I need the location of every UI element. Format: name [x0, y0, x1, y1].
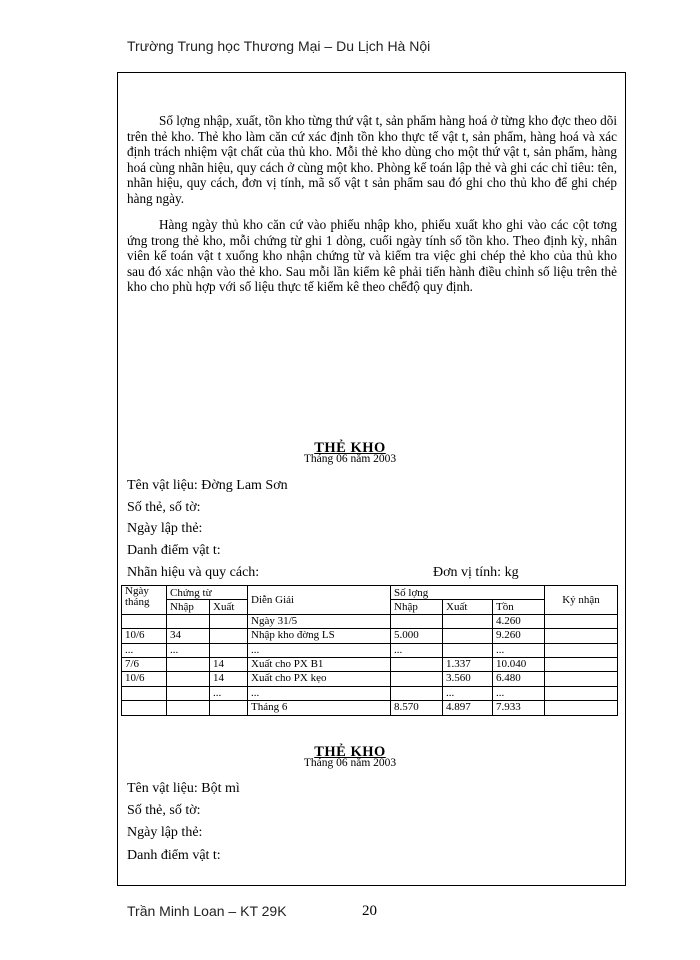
- header-doc-out: Xuất: [210, 600, 248, 614]
- card1-subtitle: Tháng 06 năm 2003: [303, 453, 397, 465]
- cell-doc-in: [167, 657, 210, 671]
- card1-brand-spec: Nhãn hiệu và quy cách:: [127, 565, 260, 580]
- cell-date: ...: [122, 643, 167, 657]
- card2-card-number: Số thẻ, số tờ:: [127, 803, 201, 818]
- cell-doc-out: 14: [210, 672, 248, 686]
- cell-qty-in: [391, 686, 443, 700]
- cell-doc-out: ...: [210, 686, 248, 700]
- cell-qty-balance: 4.260: [493, 614, 545, 628]
- cell-date: [122, 686, 167, 700]
- cell-qty-in: [391, 672, 443, 686]
- cell-qty-in: 8.570: [391, 701, 443, 715]
- cell-doc-out: [210, 643, 248, 657]
- table-header-row: [122, 586, 618, 600]
- page-header: Trường Trung học Thương Mại – Du Lịch Hà Nội: [127, 38, 431, 54]
- cell-doc-out: [210, 701, 248, 715]
- cell-date: 10/6: [122, 629, 167, 643]
- cell-signature: [545, 629, 618, 643]
- header-quantity: Số lợng: [391, 586, 545, 600]
- cell-qty-out: 1.337: [443, 657, 493, 671]
- paragraph-2: Hàng ngày thủ kho căn cứ vào phiếu nhập kho, phiếu xuất kho ghi vào các cột tơng ứng trong thẻ kho, mỗi chứng từ ghi 1 dòng, cuối ngày tính số tồn kho. Theo định kỳ, nhân viên kế toán vật t xuống kho nhận chứng từ và kiểm tra việc ghi chép thẻ kho của thủ kho sau đó xác nhận vào thẻ kho. Sau mỗi lần kiểm kê phải tiến hành điều chỉnh số liệu trên thẻ kho cho phù hợp với số liệu thực tế kiểm kê theo chếđộ quy định.: [127, 217, 617, 295]
- header-doc-in: Nhập: [167, 600, 210, 614]
- cell-doc-in: [167, 686, 210, 700]
- cell-doc-out: [210, 614, 248, 628]
- cell-qty-balance: ...: [493, 643, 545, 657]
- cell-signature: [545, 672, 618, 686]
- header-document: Chứng từ: [167, 586, 248, 600]
- cell-doc-in: [167, 614, 210, 628]
- cell-doc-in: [167, 672, 210, 686]
- cell-description: Nhập kho đờng LS: [248, 629, 391, 643]
- table-row: [122, 614, 618, 628]
- cell-qty-out: [443, 614, 493, 628]
- card1-unit: Đơn vị tính: kg: [433, 565, 519, 580]
- card2-date-created: Ngày lập thẻ:: [127, 825, 203, 840]
- cell-qty-out: 4.897: [443, 701, 493, 715]
- cell-qty-in: 5.000: [391, 629, 443, 643]
- cell-date: 7/6: [122, 657, 167, 671]
- cell-qty-out: ...: [443, 686, 493, 700]
- stock-card-table: [121, 585, 618, 716]
- cell-date: 10/6: [122, 672, 167, 686]
- table-row: [122, 672, 618, 686]
- cell-doc-in: [167, 701, 210, 715]
- header-qty-out: Xuất: [443, 600, 493, 614]
- table-row: [122, 657, 618, 671]
- card1-date-created: Ngày lập thẻ:: [127, 521, 203, 536]
- cell-description: Ngày 31/5: [248, 614, 391, 628]
- cell-date: [122, 701, 167, 715]
- cell-date: [122, 614, 167, 628]
- header-date: Ngày tháng: [122, 586, 167, 615]
- cell-signature: [545, 657, 618, 671]
- cell-qty-in: [391, 614, 443, 628]
- card2-subtitle: Tháng 06 năm 2003: [303, 757, 397, 769]
- cell-doc-in: 34: [167, 629, 210, 643]
- cell-description: Tháng 6: [248, 701, 391, 715]
- cell-qty-in: ...: [391, 643, 443, 657]
- cell-qty-balance: 9.260: [493, 629, 545, 643]
- cell-signature: [545, 686, 618, 700]
- card1-material-name: Tên vật liệu: Đờng Lam Sơn: [127, 478, 288, 493]
- footer-author: Trần Minh Loan – KT 29K: [127, 903, 287, 919]
- cell-doc-out: 14: [210, 657, 248, 671]
- table-row: [122, 629, 618, 643]
- header-qty-balance: Tồn: [493, 600, 545, 614]
- cell-signature: [545, 701, 618, 715]
- cell-doc-out: [210, 629, 248, 643]
- cell-description: Xuất cho PX B1: [248, 657, 391, 671]
- table-row: [122, 701, 618, 715]
- card2-material-name: Tên vật liệu: Bột mì: [127, 781, 240, 796]
- card1-card-number: Số thẻ, số tờ:: [127, 500, 201, 515]
- cell-signature: [545, 614, 618, 628]
- page-number: 20: [362, 903, 377, 919]
- table-row: [122, 686, 618, 700]
- cell-description: ...: [248, 643, 391, 657]
- card2-title: THẺ KHO: [314, 744, 386, 760]
- cell-qty-balance: 7.933: [493, 701, 545, 715]
- cell-qty-out: 3.560: [443, 672, 493, 686]
- cell-doc-in: ...: [167, 643, 210, 657]
- card1-item-code: Danh điểm vật t:: [127, 543, 221, 558]
- cell-description: ...: [248, 686, 391, 700]
- paragraph-1: Số lợng nhập, xuất, tồn kho từng thứ vật t, sản phẩm hàng hoá ở từng kho đợc theo dõi trên thẻ kho. Thẻ kho làm căn cứ xác định tồn kho thực tế vật t, sản phẩm, hàng hoá và xác định trách nhiệm vật chất của thủ kho. Mỗi thẻ kho dùng cho một thứ vật t, sản phẩm, hàng hoá cùng nhãn hiệu, quy cách ở cùng một kho. Phòng kế toán lập thẻ và ghi các chỉ tiêu: tên, nhãn hiệu, quy cách, đơn vị tính, mã số vật t sản phẩm sau đó ghi cho thủ kho để ghi chép hàng ngày.: [127, 113, 617, 206]
- cell-signature: [545, 643, 618, 657]
- cell-qty-balance: ...: [493, 686, 545, 700]
- card2-item-code: Danh điểm vật t:: [127, 848, 221, 863]
- cell-qty-in: [391, 657, 443, 671]
- header-description: Diễn Giải: [248, 586, 391, 615]
- cell-description: Xuất cho PX kẹo: [248, 672, 391, 686]
- header-signature: Ký nhận: [545, 586, 618, 615]
- table-row: [122, 643, 618, 657]
- cell-qty-out: [443, 643, 493, 657]
- cell-qty-balance: 6.480: [493, 672, 545, 686]
- card1-title: THẺ KHO: [314, 440, 386, 456]
- cell-qty-out: [443, 629, 493, 643]
- cell-qty-balance: 10.040: [493, 657, 545, 671]
- header-qty-in: Nhập: [391, 600, 443, 614]
